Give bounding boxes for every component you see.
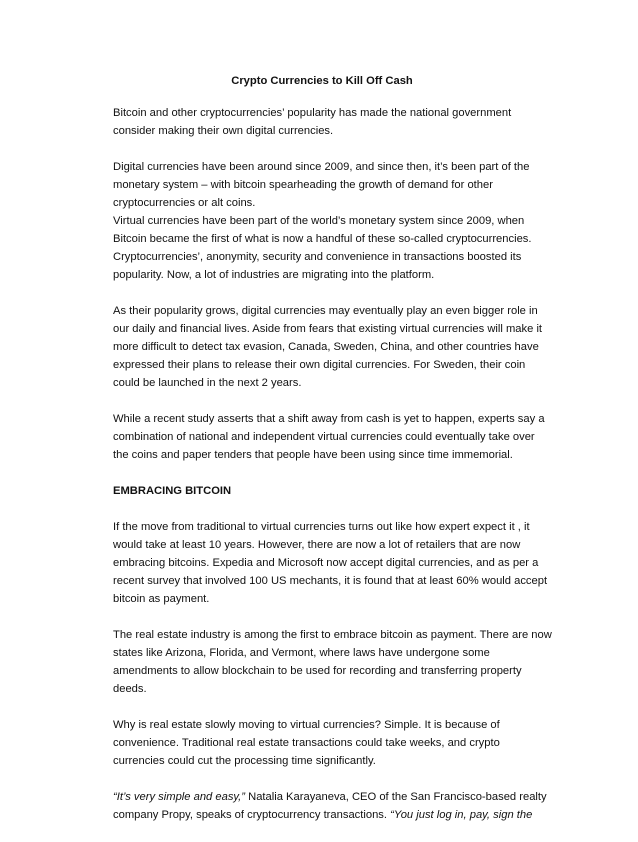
quote-opening: “It’s very simple and easy,”	[113, 791, 246, 803]
document-body	[113, 72, 553, 842]
paragraph-digital-currencies: Digital currencies have been around since 2009, and since then, it’s been part of the monetary system – with bitcoin spearheading the growth of demand for other cryptocurrencies or alt coins.	[113, 161, 530, 209]
paragraph-real-estate: The real estate industry is among the first to embrace bitcoin as payment. There are now states like Arizona, Florida, and Vermont, where laws have undergone some amendments to allow blockchain to be used for recording and transferring property deeds.	[113, 629, 552, 695]
paragraph-intro: Bitcoin and other cryptocurrencies’ popularity has made the national government consider making their own digital currencies.	[113, 107, 512, 137]
quote-attribution: Natalia Karayaneva, CEO of the San Francisco-based realty company Propy, speaks of cryptocurrency transactions.	[113, 791, 547, 821]
paragraph-popularity: As their popularity grows, digital currencies may eventually play an even bigger role in our daily and financial lives. Aside from fears that existing virtual currencies will make it more difficult to detect tax evasion, Canada, Sweden, China, and other countries have expressed their plans to release their own digital currencies. For Sweden, their coin could be launched in the next 2 years.	[113, 305, 543, 389]
paragraph-study: While a recent study asserts that a shift away from cash is yet to happen, experts say a combination of national and independent virtual currencies could eventually take over the coins and paper tenders that people have been using since time immemorial.	[113, 413, 545, 461]
paragraph-retailers: If the move from traditional to virtual currencies turns out like how expert expect it , it would take at least 10 years. However, there are now a lot of retailers that are now embracing bitcoins. Expedia and Microsoft now accept digital currencies, and as per a recent survey that involved 100 US mechants, it is found that at least 60% would accept bitcoin as payment.	[113, 521, 548, 605]
paragraph-virtual-currencies: Virtual currencies have been part of the world’s monetary system since 2009, when Bitcoin became the first of what is now a handful of these so-called cryptocurrencies. Cryptocurrencies’, anonymity, security and convenience in transactions boosted its popularity. Now, a lot of industries are migrating into the platform.	[113, 215, 532, 281]
quote-continuation: “You just log in, pay, sign the	[390, 809, 533, 821]
document-title: Crypto Currencies to Kill Off Cash	[231, 75, 413, 87]
paragraph-quote	[113, 788, 553, 824]
section-heading-embracing-bitcoin: EMBRACING BITCOIN	[113, 485, 232, 497]
paragraph-why-real-estate: Why is real estate slowly moving to virtual currencies? Simple. It is because of convenience. Traditional real estate transactions could take weeks, and crypto currencies could cut the processing time significantly.	[113, 719, 500, 767]
